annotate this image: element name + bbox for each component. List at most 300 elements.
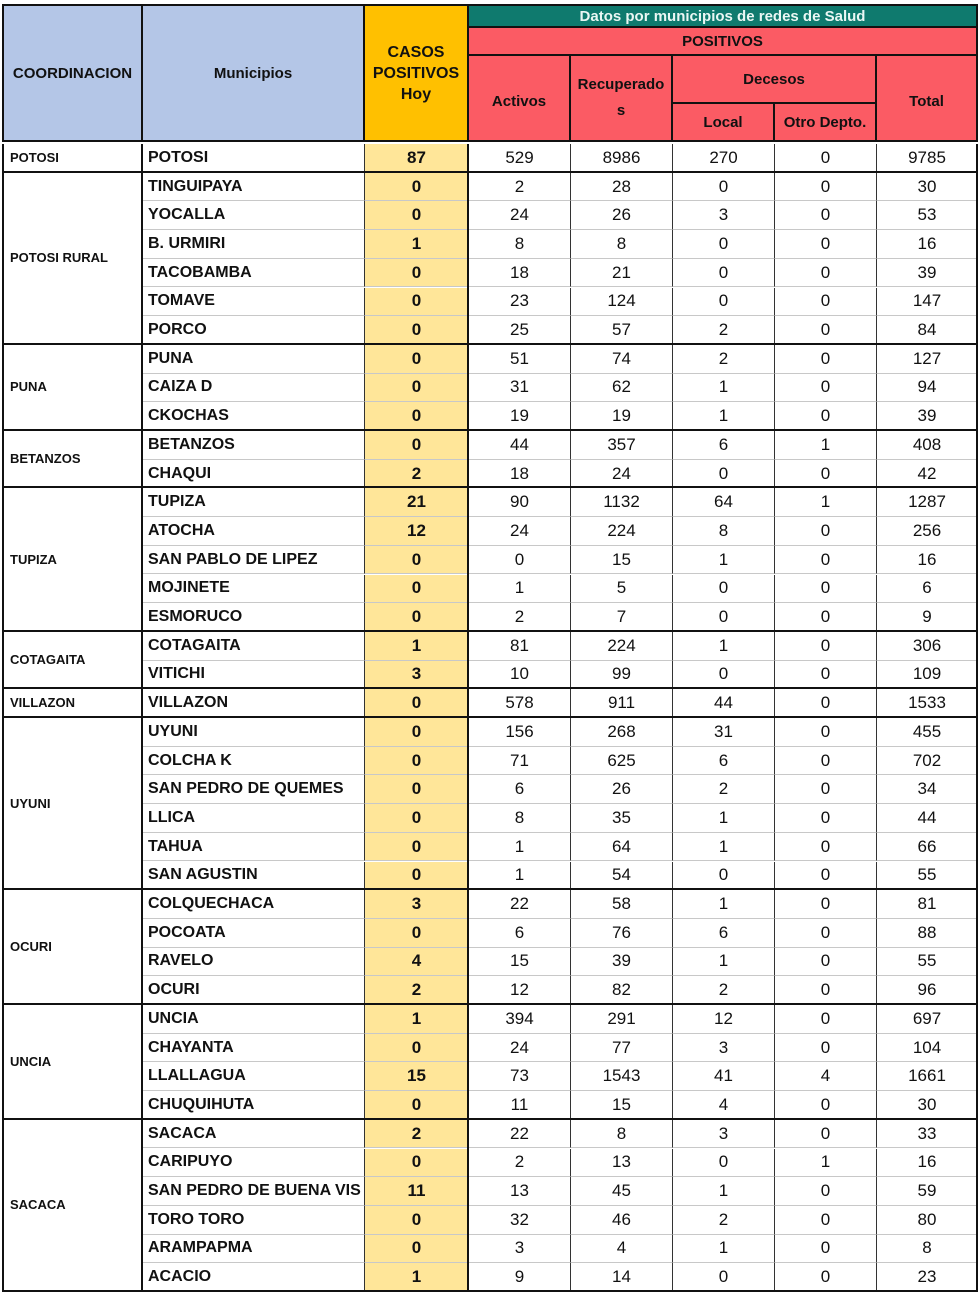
municipio-cell: ACACIO [143, 1263, 365, 1292]
otro-cell: 0 [775, 862, 877, 891]
recuperados-cell: 35 [571, 804, 673, 833]
total-cell: 256 [877, 517, 978, 546]
municipio-cell: LLICA [143, 804, 365, 833]
otro-cell: 0 [775, 603, 877, 632]
recuperados-cell: 82 [571, 976, 673, 1005]
otro-cell: 0 [775, 661, 877, 690]
local-cell: 2 [673, 1206, 775, 1235]
activos-cell: 24 [469, 517, 571, 546]
otro-cell: 0 [775, 1206, 877, 1235]
recuperados-cell: 62 [571, 374, 673, 403]
otro-cell: 0 [775, 1263, 877, 1292]
local-cell: 1 [673, 890, 775, 919]
activos-cell: 44 [469, 431, 571, 460]
municipio-cell: ESMORUCO [143, 603, 365, 632]
activos-cell: 1 [469, 862, 571, 891]
recuperados-cell: 224 [571, 517, 673, 546]
recuperados-cell: 64 [571, 833, 673, 862]
local-cell: 0 [673, 230, 775, 259]
otro-cell: 0 [775, 689, 877, 718]
activos-cell: 15 [469, 948, 571, 977]
group-divider [2, 1290, 978, 1292]
hoy-cell: 0 [365, 1149, 469, 1178]
local-cell: 270 [673, 144, 775, 173]
recuperados-cell: 224 [571, 632, 673, 661]
local-cell: 0 [673, 460, 775, 489]
local-cell: 0 [673, 603, 775, 632]
total-cell: 96 [877, 976, 978, 1005]
otro-cell: 0 [775, 1120, 877, 1149]
coordinacion-cell: PUNA [2, 345, 143, 431]
total-cell: 16 [877, 230, 978, 259]
otro-cell: 0 [775, 230, 877, 259]
otro-cell: 0 [775, 1034, 877, 1063]
header-municipios: Municipios [141, 4, 365, 142]
activos-cell: 6 [469, 919, 571, 948]
hoy-cell: 2 [365, 460, 469, 489]
activos-cell: 0 [469, 546, 571, 575]
municipio-cell: ATOCHA [143, 517, 365, 546]
otro-cell: 0 [775, 747, 877, 776]
hoy-cell: 0 [365, 345, 469, 374]
activos-cell: 2 [469, 173, 571, 202]
activos-cell: 12 [469, 976, 571, 1005]
recuperados-cell: 39 [571, 948, 673, 977]
hoy-cell: 0 [365, 919, 469, 948]
otro-cell: 0 [775, 144, 877, 173]
local-cell: 8 [673, 517, 775, 546]
local-cell: 1 [673, 374, 775, 403]
total-cell: 104 [877, 1034, 978, 1063]
otro-cell: 0 [775, 460, 877, 489]
hoy-cell: 0 [365, 603, 469, 632]
activos-cell: 22 [469, 1120, 571, 1149]
recuperados-cell: 13 [571, 1149, 673, 1178]
activos-cell: 2 [469, 603, 571, 632]
hoy-cell: 0 [365, 689, 469, 718]
hoy-cell: 0 [365, 316, 469, 345]
local-cell: 1 [673, 833, 775, 862]
recuperados-cell: 46 [571, 1206, 673, 1235]
total-cell: 697 [877, 1005, 978, 1034]
recuperados-cell: 76 [571, 919, 673, 948]
recuperados-cell: 54 [571, 862, 673, 891]
header-coordinacion: COORDINACION [2, 4, 143, 142]
total-cell: 127 [877, 345, 978, 374]
municipio-cell: CARIPUYO [143, 1149, 365, 1178]
municipio-cell: TAHUA [143, 833, 365, 862]
total-cell: 306 [877, 632, 978, 661]
local-cell: 0 [673, 288, 775, 317]
activos-cell: 8 [469, 804, 571, 833]
recuperados-cell: 268 [571, 718, 673, 747]
total-cell: 1533 [877, 689, 978, 718]
hoy-cell: 2 [365, 1120, 469, 1149]
hoy-cell: 0 [365, 804, 469, 833]
local-cell: 1 [673, 402, 775, 431]
local-cell: 6 [673, 431, 775, 460]
coordinacion-cell: POTOSI RURAL [2, 173, 143, 345]
hoy-cell: 21 [365, 488, 469, 517]
hoy-cell: 3 [365, 890, 469, 919]
otro-cell: 1 [775, 431, 877, 460]
local-cell: 1 [673, 632, 775, 661]
otro-cell: 0 [775, 948, 877, 977]
municipio-cell: SAN PABLO DE LIPEZ [143, 546, 365, 575]
municipio-cell: SAN AGUSTIN [143, 862, 365, 891]
activos-cell: 9 [469, 1263, 571, 1292]
recuperados-cell: 21 [571, 259, 673, 288]
recuperados-cell: 911 [571, 689, 673, 718]
municipio-cell: RAVELO [143, 948, 365, 977]
municipio-cell: CHUQUIHUTA [143, 1091, 365, 1120]
recuperados-cell: 15 [571, 546, 673, 575]
recuperados-cell: 1132 [571, 488, 673, 517]
local-cell: 64 [673, 488, 775, 517]
activos-cell: 18 [469, 259, 571, 288]
municipio-cell: B. URMIRI [143, 230, 365, 259]
otro-cell: 0 [775, 316, 877, 345]
local-cell: 1 [673, 1235, 775, 1264]
recuperados-cell: 19 [571, 402, 673, 431]
recuperados-cell: 26 [571, 775, 673, 804]
total-cell: 23 [877, 1263, 978, 1292]
local-cell: 1 [673, 804, 775, 833]
local-cell: 1 [673, 1177, 775, 1206]
hoy-cell: 1 [365, 230, 469, 259]
activos-cell: 529 [469, 144, 571, 173]
municipio-cell: ARAMPAPMA [143, 1235, 365, 1264]
header-otro-depto: Otro Depto. [773, 102, 877, 142]
activos-cell: 22 [469, 890, 571, 919]
hoy-cell: 0 [365, 775, 469, 804]
activos-cell: 24 [469, 1034, 571, 1063]
hoy-cell: 0 [365, 747, 469, 776]
header-casos-hoy: CASOS POSITIVOS Hoy [363, 4, 469, 142]
recuperados-cell: 8 [571, 1120, 673, 1149]
municipio-cell: POTOSI [143, 144, 365, 173]
total-cell: 55 [877, 862, 978, 891]
recuperados-cell: 74 [571, 345, 673, 374]
total-cell: 147 [877, 288, 978, 317]
recuperados-cell: 1543 [571, 1062, 673, 1091]
hoy-cell: 0 [365, 833, 469, 862]
municipio-cell: OCURI [143, 976, 365, 1005]
local-cell: 0 [673, 1263, 775, 1292]
otro-cell: 0 [775, 919, 877, 948]
hoy-cell: 0 [365, 718, 469, 747]
total-cell: 1661 [877, 1062, 978, 1091]
activos-cell: 25 [469, 316, 571, 345]
activos-cell: 73 [469, 1062, 571, 1091]
recuperados-cell: 15 [571, 1091, 673, 1120]
hoy-cell: 0 [365, 1235, 469, 1264]
local-cell: 0 [673, 661, 775, 690]
recuperados-cell: 58 [571, 890, 673, 919]
recuperados-cell: 77 [571, 1034, 673, 1063]
otro-cell: 4 [775, 1062, 877, 1091]
recuperados-cell: 24 [571, 460, 673, 489]
total-cell: 94 [877, 374, 978, 403]
header-activos: Activos [467, 54, 571, 142]
total-cell: 9 [877, 603, 978, 632]
hoy-cell: 3 [365, 661, 469, 690]
municipio-cell: YOCALLA [143, 201, 365, 230]
local-cell: 4 [673, 1091, 775, 1120]
local-cell: 6 [673, 919, 775, 948]
municipio-cell: CHAQUI [143, 460, 365, 489]
total-cell: 84 [877, 316, 978, 345]
otro-cell: 0 [775, 632, 877, 661]
local-cell: 0 [673, 259, 775, 288]
municipio-cell: VILLAZON [143, 689, 365, 718]
total-cell: 455 [877, 718, 978, 747]
municipio-cell: COLCHA K [143, 747, 365, 776]
recuperados-cell: 8986 [571, 144, 673, 173]
otro-cell: 0 [775, 173, 877, 202]
header-local: Local [671, 102, 775, 142]
header-decesos: Decesos [671, 54, 877, 104]
municipio-cell: CHAYANTA [143, 1034, 365, 1063]
municipio-cell: PUNA [143, 345, 365, 374]
total-cell: 6 [877, 575, 978, 604]
total-cell: 30 [877, 173, 978, 202]
otro-cell: 0 [775, 1177, 877, 1206]
coordinacion-cell: VILLAZON [2, 689, 143, 718]
total-cell: 81 [877, 890, 978, 919]
otro-cell: 0 [775, 345, 877, 374]
activos-cell: 81 [469, 632, 571, 661]
otro-cell: 0 [775, 1091, 877, 1120]
activos-cell: 156 [469, 718, 571, 747]
activos-cell: 1 [469, 833, 571, 862]
activos-cell: 24 [469, 201, 571, 230]
hoy-cell: 0 [365, 1034, 469, 1063]
hoy-cell: 12 [365, 517, 469, 546]
total-cell: 42 [877, 460, 978, 489]
recuperados-cell: 291 [571, 1005, 673, 1034]
hoy-cell: 0 [365, 575, 469, 604]
hoy-cell: 1 [365, 1263, 469, 1292]
otro-cell: 0 [775, 575, 877, 604]
hoy-cell: 1 [365, 632, 469, 661]
total-cell: 39 [877, 259, 978, 288]
recuperados-cell: 5 [571, 575, 673, 604]
total-cell: 408 [877, 431, 978, 460]
recuperados-cell: 357 [571, 431, 673, 460]
total-cell: 16 [877, 1149, 978, 1178]
hoy-cell: 0 [365, 374, 469, 403]
activos-cell: 578 [469, 689, 571, 718]
otro-cell: 0 [775, 775, 877, 804]
total-cell: 80 [877, 1206, 978, 1235]
municipio-left-border [141, 144, 143, 1292]
hoy-cell: 11 [365, 1177, 469, 1206]
otro-cell: 0 [775, 288, 877, 317]
total-cell: 109 [877, 661, 978, 690]
otro-cell: 0 [775, 546, 877, 575]
otro-cell: 1 [775, 488, 877, 517]
local-cell: 2 [673, 775, 775, 804]
local-cell: 0 [673, 575, 775, 604]
table-right-border [976, 144, 978, 1292]
municipio-cell: COLQUECHACA [143, 890, 365, 919]
hoy-cell: 1 [365, 1005, 469, 1034]
total-cell: 16 [877, 546, 978, 575]
otro-cell: 0 [775, 890, 877, 919]
municipio-cell: COTAGAITA [143, 632, 365, 661]
municipio-cell: TORO TORO [143, 1206, 365, 1235]
activos-cell: 51 [469, 345, 571, 374]
municipio-cell: CAIZA D [143, 374, 365, 403]
activos-cell: 31 [469, 374, 571, 403]
activos-cell: 6 [469, 775, 571, 804]
municipio-cell: SAN PEDRO DE BUENA VIS [143, 1177, 365, 1206]
local-cell: 0 [673, 1149, 775, 1178]
header-recuperados: Recuperado s [569, 54, 673, 142]
hoy-cell: 0 [365, 288, 469, 317]
municipio-cell: UYUNI [143, 718, 365, 747]
activos-cell: 18 [469, 460, 571, 489]
coordinacion-cell: SACACA [2, 1120, 143, 1292]
municipio-cell: TOMAVE [143, 288, 365, 317]
total-cell: 44 [877, 804, 978, 833]
activos-cell: 1 [469, 575, 571, 604]
hoy-cell: 0 [365, 402, 469, 431]
local-cell: 2 [673, 316, 775, 345]
hoy-cell: 4 [365, 948, 469, 977]
recuperados-cell: 28 [571, 173, 673, 202]
municipio-cell: VITICHI [143, 661, 365, 690]
total-cell: 39 [877, 402, 978, 431]
hoy-cell: 0 [365, 1091, 469, 1120]
coordinacion-cell: UYUNI [2, 718, 143, 890]
activos-cell: 8 [469, 230, 571, 259]
municipio-cell: SAN PEDRO DE QUEMES [143, 775, 365, 804]
recuperados-cell: 124 [571, 288, 673, 317]
header-positivos: POSITIVOS [467, 26, 978, 56]
municipio-cell: TINGUIPAYA [143, 173, 365, 202]
total-cell: 34 [877, 775, 978, 804]
activos-cell: 3 [469, 1235, 571, 1264]
coordinacion-cell: OCURI [2, 890, 143, 1005]
local-cell: 0 [673, 173, 775, 202]
hoy-cell: 0 [365, 546, 469, 575]
hoy-cell: 15 [365, 1062, 469, 1091]
otro-cell: 0 [775, 259, 877, 288]
municipio-cell: PORCO [143, 316, 365, 345]
total-cell: 59 [877, 1177, 978, 1206]
coordinacion-cell: BETANZOS [2, 431, 143, 488]
local-cell: 31 [673, 718, 775, 747]
activos-cell: 11 [469, 1091, 571, 1120]
total-cell: 53 [877, 201, 978, 230]
municipio-cell: UNCIA [143, 1005, 365, 1034]
total-cell: 702 [877, 747, 978, 776]
otro-cell: 0 [775, 374, 877, 403]
activos-cell: 90 [469, 488, 571, 517]
activos-cell: 13 [469, 1177, 571, 1206]
header-total: Total [875, 54, 978, 142]
recuperados-cell: 14 [571, 1263, 673, 1292]
local-cell: 3 [673, 1120, 775, 1149]
recuperados-cell: 57 [571, 316, 673, 345]
hoy-cell: 0 [365, 201, 469, 230]
activos-cell: 10 [469, 661, 571, 690]
hoy-cell: 0 [365, 431, 469, 460]
local-cell: 44 [673, 689, 775, 718]
total-cell: 8 [877, 1235, 978, 1264]
local-cell: 0 [673, 862, 775, 891]
activos-cell: 2 [469, 1149, 571, 1178]
municipio-cell: TUPIZA [143, 488, 365, 517]
municipio-cell: POCOATA [143, 919, 365, 948]
otro-cell: 0 [775, 517, 877, 546]
municipio-cell: SACACA [143, 1120, 365, 1149]
activos-cell: 19 [469, 402, 571, 431]
activos-cell: 32 [469, 1206, 571, 1235]
total-cell: 66 [877, 833, 978, 862]
otro-cell: 1 [775, 1149, 877, 1178]
recuperados-cell: 45 [571, 1177, 673, 1206]
hoy-cell: 0 [365, 259, 469, 288]
otro-cell: 0 [775, 1235, 877, 1264]
activos-cell: 394 [469, 1005, 571, 1034]
hoy-right-border [467, 144, 469, 1292]
header-datos-title: Datos por municipios de redes de Salud [467, 4, 978, 28]
activos-cell: 71 [469, 747, 571, 776]
local-cell: 3 [673, 201, 775, 230]
total-cell: 88 [877, 919, 978, 948]
coordinacion-cell: TUPIZA [2, 488, 143, 632]
hoy-cell: 87 [365, 144, 469, 173]
municipio-cell: MOJINETE [143, 575, 365, 604]
local-cell: 3 [673, 1034, 775, 1063]
total-cell: 1287 [877, 488, 978, 517]
local-cell: 6 [673, 747, 775, 776]
hoy-cell: 0 [365, 862, 469, 891]
municipio-cell: CKOCHAS [143, 402, 365, 431]
total-cell: 55 [877, 948, 978, 977]
total-cell: 9785 [877, 144, 978, 173]
municipio-cell: TACOBAMBA [143, 259, 365, 288]
local-cell: 1 [673, 948, 775, 977]
coordinacion-cell: POTOSI [2, 144, 143, 173]
recuperados-cell: 99 [571, 661, 673, 690]
local-cell: 1 [673, 546, 775, 575]
recuperados-cell: 625 [571, 747, 673, 776]
total-cell: 33 [877, 1120, 978, 1149]
local-cell: 12 [673, 1005, 775, 1034]
otro-cell: 0 [775, 718, 877, 747]
recuperados-cell: 8 [571, 230, 673, 259]
hoy-cell: 0 [365, 173, 469, 202]
recuperados-cell: 7 [571, 603, 673, 632]
local-cell: 2 [673, 976, 775, 1005]
otro-cell: 0 [775, 833, 877, 862]
otro-cell: 0 [775, 804, 877, 833]
activos-cell: 23 [469, 288, 571, 317]
otro-cell: 0 [775, 976, 877, 1005]
hoy-cell: 2 [365, 976, 469, 1005]
otro-cell: 0 [775, 201, 877, 230]
local-cell: 2 [673, 345, 775, 374]
recuperados-cell: 26 [571, 201, 673, 230]
coordinacion-cell: UNCIA [2, 1005, 143, 1120]
total-cell: 30 [877, 1091, 978, 1120]
local-cell: 41 [673, 1062, 775, 1091]
coordinacion-cell: COTAGAITA [2, 632, 143, 689]
